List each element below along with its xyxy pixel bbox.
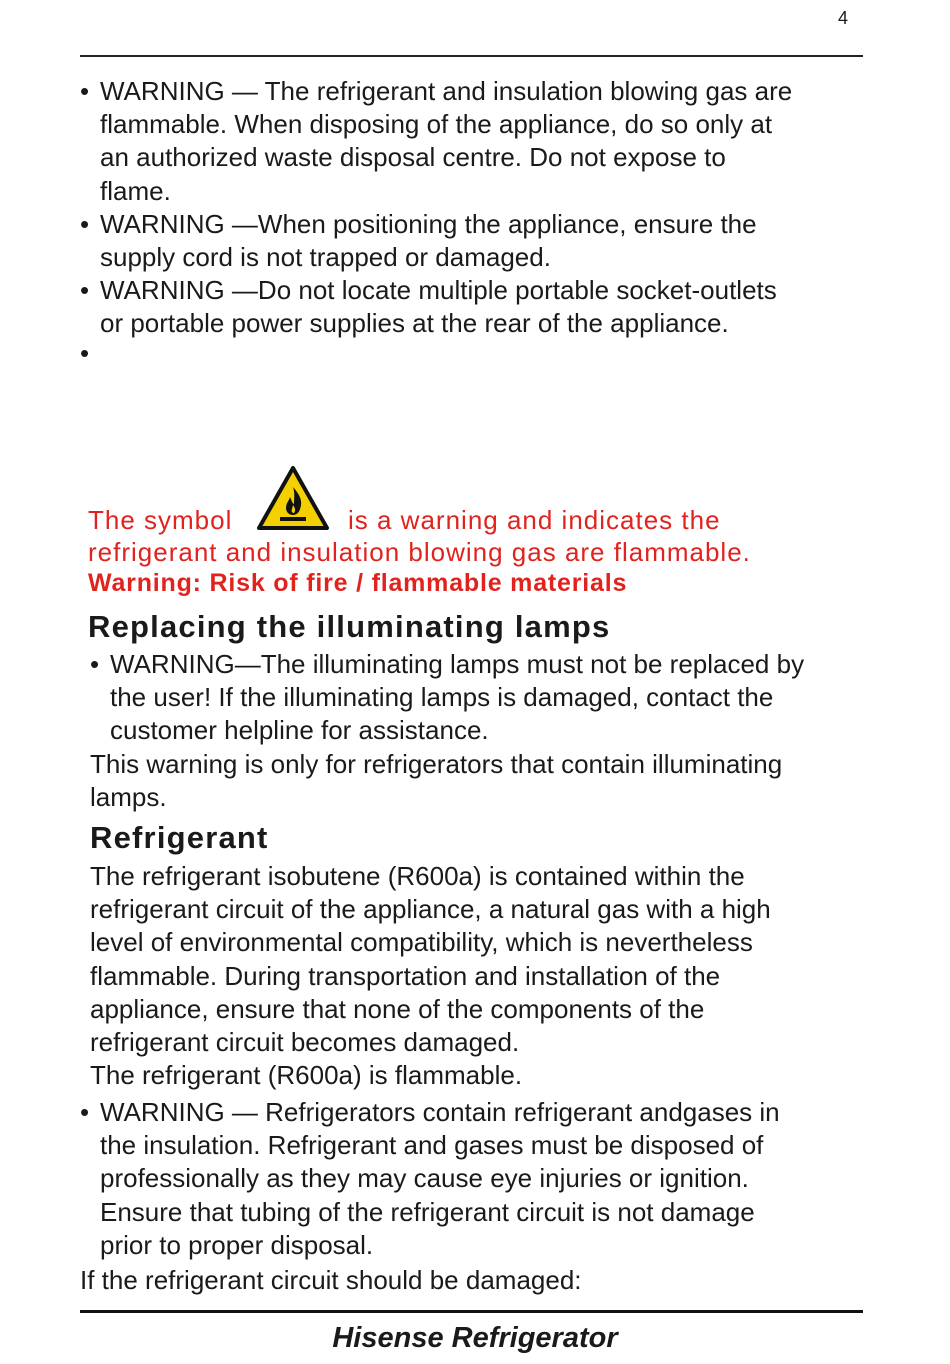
- warning-line: WARNING —Do not locate multiple portable socket-outlets: [100, 275, 777, 305]
- flammable-warning-triangle-icon: [256, 465, 330, 531]
- warning-line: WARNING — Refrigerators contain refrigerant andgases in: [100, 1097, 780, 1127]
- paragraph-line: level of environmental compatibility, which is nevertheless: [90, 927, 753, 958]
- bullet: •: [80, 275, 90, 305]
- warning-line: prior to proper disposal.: [100, 1229, 374, 1260]
- warning-item-socket-outlets: [80, 274, 880, 341]
- warning-line: or portable power supplies at the rear of the appliance.: [100, 308, 729, 339]
- warning-line: WARNING — The refrigerant and insulation blowing gas are: [100, 76, 793, 106]
- warning-line: the insulation. Refrigerant and gases must be disposed of: [100, 1130, 764, 1161]
- warning-item-refrigerant-disposal: [80, 1096, 880, 1262]
- warning-line: WARNING —When positioning the appliance, ensure the: [100, 209, 757, 239]
- refrigerant-paragraph: [90, 860, 880, 1092]
- paragraph-line: flammable. During transportation and installation of the: [90, 960, 721, 991]
- page-number: 4: [838, 8, 849, 28]
- symbol-notice-line-2: refrigerant and insulation blowing gas are flammable.: [88, 537, 751, 567]
- symbol-notice-prefix: The symbol: [88, 505, 233, 535]
- warning-line: flame.: [100, 175, 171, 206]
- bottom-divider: [80, 1310, 863, 1313]
- warning-line: professionally as they may cause eye injuries or ignition.: [100, 1163, 749, 1194]
- warning-line: flammable. When disposing of the appliance, do so only at: [100, 109, 773, 140]
- bullet: •: [90, 649, 100, 679]
- warning-line: supply cord is not trapped or damaged.: [100, 242, 551, 273]
- section-heading-lamps: Replacing the illuminating lamps: [88, 609, 611, 644]
- note-line: This warning is only for refrigerators that contain illuminating: [90, 749, 783, 779]
- warning-line: WARNING—The illuminating lamps must not be replaced by: [110, 649, 805, 679]
- warning-line: an authorized waste disposal centre. Do not expose to: [100, 142, 726, 173]
- paragraph-line: The refrigerant (R600a) is flammable.: [90, 1060, 523, 1091]
- warning-line: the user! If the illuminating lamps is damaged, contact the: [110, 682, 774, 713]
- bullet: •: [80, 76, 90, 106]
- footer-brand: Hisense Refrigerator: [332, 1322, 618, 1354]
- warning-item-supply-cord: [80, 208, 880, 275]
- paragraph-line: refrigerant circuit becomes damaged.: [90, 1027, 520, 1058]
- fire-risk-warning: Warning: Risk of fire / flammable materials: [88, 569, 628, 597]
- warning-item-lamps: [90, 648, 880, 748]
- top-divider: [80, 55, 863, 57]
- warning-line: customer helpline for assistance.: [110, 715, 489, 746]
- bullet: •: [80, 209, 90, 239]
- lamps-note: [90, 748, 880, 814]
- refrigerant-damage-intro: If the refrigerant circuit should be damaged:: [80, 1265, 582, 1295]
- warning-item-empty: [80, 337, 880, 370]
- symbol-notice-suffix: is a warning and indicates the: [348, 505, 721, 535]
- section-heading-refrigerant: Refrigerant: [90, 820, 269, 855]
- paragraph-line: The refrigerant isobutene (R600a) is contained within the: [90, 861, 745, 891]
- warning-line: Ensure that tubing of the refrigerant circuit is not damage: [100, 1196, 755, 1227]
- paragraph-line: refrigerant circuit of the appliance, a natural gas with a high: [90, 894, 771, 925]
- warning-item-disposal: [80, 75, 880, 208]
- bullet: •: [80, 338, 90, 368]
- note-line: lamps.: [90, 782, 167, 813]
- paragraph-line: appliance, ensure that none of the components of the: [90, 993, 705, 1024]
- bullet: •: [80, 1097, 90, 1127]
